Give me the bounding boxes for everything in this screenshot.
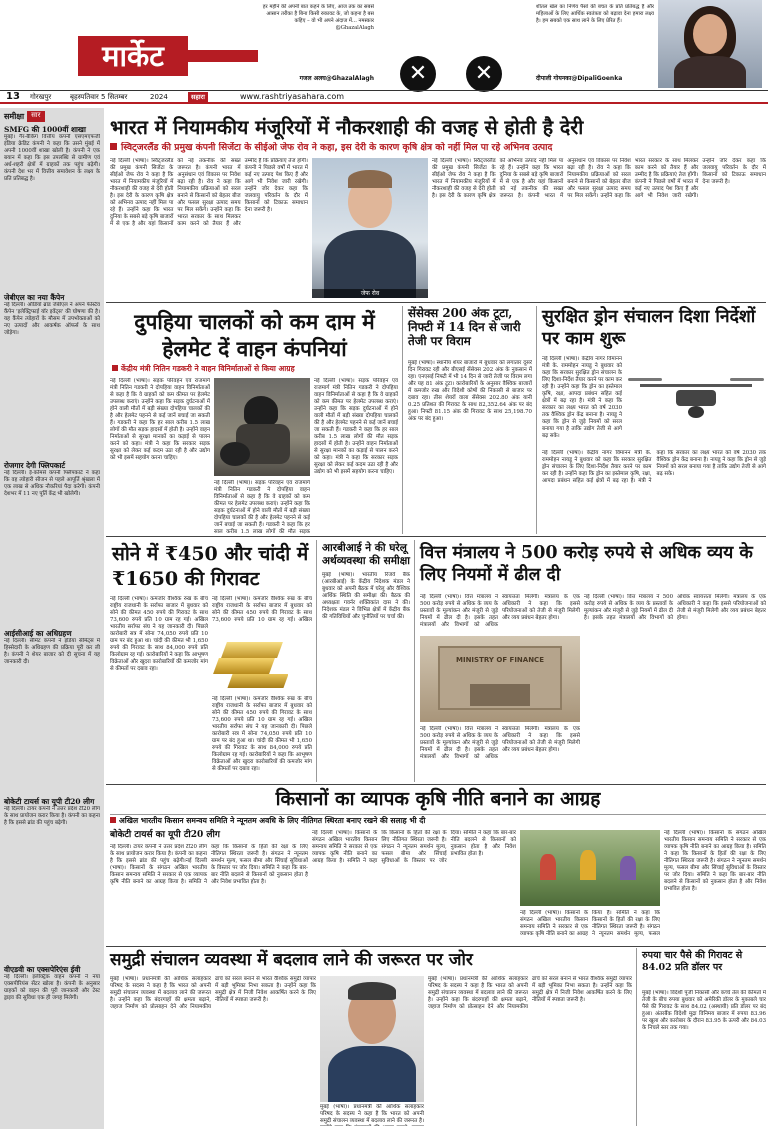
helmet-body-1: नई दिल्ली (भाषा)। सड़क परिवहन एवं राजमार्ग मंत्री नितिन गडकरी ने दोपहिया वाहन विनिर्माताओं से कहा है कि वे ग्राहकों को कम कीमत पर हेलमेट उपलब्ध कराएं। उन्होंने कहा कि सड़क दुर्घटनाओं में होने वाली मौतों में बड़ी संख्या दोपहिया चालकों की है और हेलमेट पहनने से कई जानें बचाई जा सकती हैं। गडकरी ने कहा कि हर साल करीब 1.5 लाख लोगों की मौत सड़क हादसों में होती है। उन्होंने वाहन निर्माताओं से सुरक्षा मानकों का कड़ाई से पालन करने को कहा। मंत्री ने कहा कि सरकार सड़क सुरक्षा को लेकर कई कदम उठा रही है और उद्योग को भी इसमें सहयोग करना चाहिए। — [110, 378, 210, 461]
sidebar-item-body: नई दिल्ली। टायर कंपनी ने उत्तर प्रदेश टी20 लीग के साथ प्रायोजन करार किया है। कंपनी का कहना है कि इससे ब्रांड की पहुंच बढ़ेगी। — [4, 806, 100, 826]
sidebar-item-body: मुंबई। गैर-बैंकिंग वित्तीय कंपनी एसएमएफजी इंडिया क्रेडिट कंपनी ने कहा कि उसने मुंबई में अपनी 1000वीं शाखा खोली है। कंपनी ने एक बयान में कहा कि इस उपलब्धि से ग्रामीण एवं अर्ध-शहरी क्षेत्रों में ग्राहकों तक पहुंच बढ़ेगी। कंपनी देश भर में वित्तीय समावेशन के लक्ष्य के प्रति प्रतिबद्ध है। — [4, 134, 100, 182]
sidebar-item-head: जेबीएल का नया कैंपेन — [4, 293, 65, 302]
gold-body-1: नई दिल्ली (भाषा)। कमजोर वैश्विक रुख के बीच राष्ट्रीय राजधानी के सर्राफा बाजार में बुधवार को सोने की कीमत 450 रुपये की गिरावट के साथ 73,600 रुपये प्रति 10 ग्राम रह गई। अखिल भारतीय सर्राफा संघ ने यह जानकारी दी। पिछले कारोबारी सत्र में सोना 74,050 रुपये प्रति 10 ग्राम पर बंद हुआ था। चांदी की कीमत भी 1,650 रुपये की गिरावट के साथ 84,000 रुपये प्रति किलोग्राम रह गई। कारोबारियों ने कहा कि आभूषण विक्रेताओं और खुदरा कारोबारियों की कमजोर मांग से कीमतों पर दबाव रहा। — [110, 596, 208, 672]
bkt-body: नई दिल्ली। टायर कंपनी ने उत्तर प्रदेश टी20 लीग के साथ प्रायोजन करार किया है। कंपनी का कहना है कि इससे ब्रांड की पहुंच बढ़ेगी।नई दिल्ली (भाषा)। किसानों के संगठन अखिल भारतीय किसान समन्वय समिति ने सरकार से एक व्यापक कृषि नीति बनाने का आग्रह किया है। समिति ने कहा कि किसानों के हितों की रक्षा के लिए नीतिगत स्थिरता जरूरी है। संगठन ने न्यूनतम समर्थन मूल्य, फसल बीमा और सिंचाई सुविधाओं के विस्तार पर जोर दिया। समिति ने कहा कि बार-बार नीति बदलने से किसानों को नुकसान होता है और निवेश प्रभावित होता है। — [110, 844, 308, 885]
sidebar-item — [4, 461, 100, 625]
sidebar-item — [4, 797, 100, 961]
sidebar-item-body: नई दिल्ली। ऑडियो ब्रांड जेबीएल ने अपने फेस्टिव कैंपेन 'इलेक्ट्रिफाई यॉर इवेंट्स' की घोषणा की है। यह कैंपेन त्योहारों के मौसम में उपभोक्ताओं को नए उत्पादों और आकर्षक ऑफर्स के साथ जोड़ेगा। — [4, 302, 100, 336]
sidebar-item — [4, 125, 100, 289]
website-url[interactable]: www.rashtriyasahara.com — [240, 92, 345, 101]
masthead — [0, 0, 768, 88]
tweet-box-1 — [262, 4, 374, 82]
helmet-body-2: नई दिल्ली (भाषा)। सड़क परिवहन एवं राजमार्ग मंत्री नितिन गडकरी ने दोपहिया वाहन विनिर्माताओं से कहा है कि वे ग्राहकों को कम कीमत पर हेलमेट उपलब्ध कराएं। उन्होंने कहा कि सड़क दुर्घटनाओं में होने वाली मौतों में बड़ी संख्या दोपहिया चालकों की है और हेलमेट पहनने से कई जानें बचाई जा सकती हैं। गडकरी ने कहा कि हर साल करीब 1.5 लाख लोगों की मौत सड़क — [214, 480, 310, 534]
tweet-text-1: हर महीने की अपनी बात कहने के लिए, आज तक का सबसे आसान तरीका है बिना किसी रुकावट के, जो कहना है बस कहिए – वो भी अपने अंदाज में... नमस्कार @GhazalAlagh — [262, 4, 374, 31]
rupee-headline: रुपया चार पैसे की गिरावट से 84.02 प्रति डॉलर पर — [642, 950, 743, 973]
sidebar-item-body: नई दिल्ली। इलेक्ट्रिक वाहन कंपनी ने नया एक्सपीरियंस सेंटर खोला है। कंपनी के अनुसार ग्राहकों को वाहन की पूरी जानकारी और टेस्ट ड्राइव की सुविधा एक ही जगह मिलेगी। — [4, 974, 100, 1001]
drone-photo — [626, 360, 766, 436]
gold-photo — [212, 622, 288, 692]
city: गोरखपुर — [30, 93, 52, 101]
sidebar-item — [4, 629, 100, 793]
finmin-body-1: नई दिल्ली (भाषा)। वित्त मंत्रालय ने 500 करोड़ रुपये से अधिक के व्यय के प्रस्तावों के मूल्यांकन और मंजूरी से जुड़े नियमों में ढील दी है। इसके तहत मंत्रालयों और विभागों को अधिक स्वायत्तता मिलेगी। मंत्रालय के एक अधिकारी ने कहा कि इससे परियोजनाओं को तेजी से मंजूरी मिलेगी और व्यय प्रबंधन बेहतर होगा। — [420, 594, 580, 628]
tweet-handle-1: गजल अलघ@GhazalAlagh — [299, 75, 374, 82]
shipping-headline: समुद्री संचालन व्यवस्था में बदलाव लाने की जरूरत पर जोर — [110, 950, 473, 970]
gold-headline: सोने में ₹450 और चांदी में ₹1650 की गिरावट — [112, 543, 309, 590]
farm-body-2: नई दिल्ली (भाषा)। किसानों के संगठन अखिल भारतीय किसान समन्वय समिति ने सरकार से एक व्यापक कृषि नीति बनाने का आग्रह किया है। समिति ने कहा कि किसानों के हितों की रक्षा के लिए नीतिगत स्थिरता जरूरी है। संगठन ने न्यूनतम समर्थन मूल्य, फसल — [520, 910, 660, 937]
tab-summary[interactable]: सार — [27, 111, 44, 122]
farm-body-3: नई दिल्ली (भाषा)। किसानों के संगठन अखिल भारतीय किसान समन्वय समिति ने सरकार से एक व्यापक कृषि नीति बनाने का आग्रह किया है। समिति ने कहा कि किसानों के हितों की रक्षा के लिए नीतिगत स्थिरता जरूरी है। संगठन ने न्यूनतम समर्थन मूल्य, फसल बीमा और सिंचाई सुविधाओं के विस्तार पर जोर दिया। समिति ने कहा कि बार-बार नीति बदलने से किसानों को नुकसान होता है और निवेश प्रभावित होता है। — [664, 830, 766, 892]
finmin-photo-caption: MINISTRY OF FINANCE — [456, 656, 544, 664]
date-bar — [0, 90, 768, 104]
photo-caption: जेफ रोव — [312, 289, 428, 298]
gold-body-3: नई दिल्ली (भाषा)। कमजोर वैश्विक रुख के बीच राष्ट्रीय राजधानी के सर्राफा बाजार में बुधवार को सोने की कीमत 450 रुपये की गिरावट के साथ 73,600 रुपये प्रति 10 ग्राम रह गई। अखिल भारतीय सर्राफा संघ ने यह जानकारी दी। पिछले कारोबारी सत्र में सोना 74,050 रुपये प्रति 10 ग्राम पर बंद हुआ था। चांदी की कीमत भी 1,650 रुपये की गिरावट के साथ 84,000 रुपये प्रति किलोग्राम रह गई। कारोबारियों ने कहा कि आभूषण विक्रेताओं और खुदरा कारोबारियों की कमजोर मांग से कीमतों पर दबाव रहा। — [212, 696, 312, 772]
x-logo-icon: ✕ — [466, 56, 502, 92]
x-logo-icon: ✕ — [400, 56, 436, 92]
helmet-subheadline: केंद्रीय मंत्री नितिन गडकरी ने वाहन विनिर्माताओं से किया आग्रह — [112, 364, 397, 374]
sidebar-item-head: बोकेटी टायर्स का यूपी टी20 लीग — [4, 797, 95, 806]
bkt-headline: बोकेटी टायर्स का यूपी टी20 लीग — [110, 830, 220, 840]
finmin-headline: वित्त मंत्रालय ने 500 करोड़ रुपये से अधिक व्यय के लिए नियमों में ढील दी — [420, 543, 753, 585]
sensex-body: मुंबई (भाषा)। स्थानीय शेयर बाजारों में बुधवार को लगातार दूसरे दिन गिरावट रही और बीएसई सेंसेक्स 202 अंक के नुकसान में रहा। एनएसई निफ्टी में भी 14 दिन से जारी तेजी पर विराम लगा और यह 81 अंक टूटा। कारोबारियों के अनुसार वैश्विक बाजारों में कमजोर रुख और विदेशी कोषों की निकासी से बाजार पर दबाव रहा। तीस शेयरों वाला सेंसेक्स 202.80 अंक यानी 0.25 प्रतिशत की गिरावट के साथ 82,352.64 अंक पर बंद हुआ। निफ्टी 81.15 अंक की गिरावट के साथ 25,198.70 अंक पर बंद हुआ। — [408, 360, 532, 422]
lead-body-right: नई दिल्ली (भाषा)। स्विट्जरलैंड की प्रमुख कंपनी सिजेंटा के सीईओ जेफ रोव ने कहा है कि भारत में नियामकीय मंजूरियों में नौकरशाही की वजह से देरी होती है। इस देरी के कारण कृषि क्षेत्र को अभिनव उत्पाद नहीं मिल पा रहे हैं। उन्होंने कहा कि भारत दुनिया के सबसे बड़े कृषि बाजारों में से एक है और यहां किसानों को नई तकनीक की सख्त जरूरत है। कंपनी भारत में अनुसंधान एवं विकास पर निवेश बढ़ा रही है। रोव ने कहा कि नियामकीय प्रक्रियाओं को सरल बनाने से किसानों को बेहतर बीज और फसल सुरक्षा उत्पाद समय पर मिल सकेंगे। उन्होंने कहा कि भारत सरकार के साथ मिलकर काम करने को तैयार हैं और उम्मीद है कि प्रक्रियाएं तेज होंगी। कंपनी ने पिछले वर्षों में भारत में कई नए उत्पाद पेश किए हैं और आगे भी निवेश जारी रखेगी। उन्होंने जोर देकर कहा कि जलवायु परिवर्तन के दौर में किसानों को टिकाऊ समाधान देना जरूरी है। — [432, 158, 766, 199]
date: बृहस्पतिवार 5 सितम्बर — [70, 93, 128, 101]
finmin-photo — [420, 636, 580, 722]
finmin-body-3: नई दिल्ली (भाषा)। वित्त मंत्रालय ने 500 करोड़ रुपये से अधिक के व्यय के प्रस्तावों के मूल्यांकन और मंजूरी से जुड़े नियमों में ढील दी है। इसके तहत मंत्रालयों और विभागों को अधिक स्वायत्तता मिलेगी। मंत्रालय के एक अधिकारी ने कहा कि इससे परियोजनाओं को तेजी से मंजूरी मिलेगी और व्यय प्रबंधन बेहतर होगा। — [584, 594, 766, 621]
farm-body-1: नई दिल्ली (भाषा)। किसानों के संगठन अखिल भारतीय किसान समन्वय समिति ने सरकार से एक व्यापक कृषि नीति बनाने का आग्रह किया है। समिति ने कहा कि किसानों के हितों की रक्षा के लिए नीतिगत स्थिरता जरूरी है। संगठन ने न्यूनतम समर्थन मूल्य, फसल बीमा और सिंचाई सुविधाओं के विस्तार पर जोर दिया। समिति ने कहा कि बार-बार नीति बदलने से किसानों को नुकसान होता है और निवेश प्रभावित होता है। — [312, 830, 516, 864]
sidebar-item-head: रोजगार देगी फ्लिपकार्ट — [4, 461, 66, 470]
sidebar-item-head: आईसीआई का अधिग्रहण — [4, 629, 72, 638]
sidebar-item — [4, 965, 100, 1129]
farm-subheadline: अखिल भारतीय किसान समन्वय समिति ने न्यूनतम अवधि के लिए नीतिगत स्थिरता बनाए रखने की सलाह भी दी — [110, 814, 766, 826]
sidebar — [0, 108, 104, 1129]
tweet-text-2: शीतल खेल का निर्णय पैसों की बचत के प्रति प्रतिबद्ध है और महिलाओं के लिए आर्थिक स्वतंत्रता को बढ़ावा देना हमारा लक्ष्य है। हम सबको एक साथ लाने के लिए प्रेरित हैं। — [536, 4, 654, 24]
sidebar-item-head: वीएडवी का एक्सपेरिएंस ईवी — [4, 965, 81, 974]
tab-review[interactable]: समीक्षा — [4, 112, 25, 121]
sidebar-item-body: नई दिल्ली। सीमेंट कंपनी ने इंडिया सीमेंट्स में हिस्सेदारी के अधिग्रहण की प्रक्रिया पूरी कर ली है। कंपनी ने शेयर बाजार को दी सूचना में यह जानकारी दी। — [4, 638, 100, 665]
finmin-body-2: नई दिल्ली (भाषा)। वित्त मंत्रालय ने 500 करोड़ रुपये से अधिक के व्यय के प्रस्तावों के मूल्यांकन और मंजूरी से जुड़े नियमों में ढील दी है। इसके तहत मंत्रालयों और विभागों को अधिक स्वायत्तता मिलेगी। मंत्रालय के एक अधिकारी ने कहा कि इससे परियोजनाओं को तेजी से मंजूरी मिलेगी और व्यय प्रबंधन बेहतर होगा। — [420, 726, 580, 760]
lead-headline: भारत में नियामकीय मंजूरियों में नौकरशाही की वजह से होती है देरी — [110, 116, 584, 139]
shipping-body-2: मुंबई (भाषा)। प्रधानमंत्री की आर्थिक सलाहकार परिषद के सदस्य ने कहा है कि भारत को अपनी समुद्री संचालन व्यवस्था में बदलाव लाने की जरूरत है। — [320, 1104, 424, 1124]
helmet-headline: दुपहिया चालकों को कम दाम में हेलमेट दें वाहन कंपनियां — [134, 309, 375, 361]
helmet-body-3: नई दिल्ली (भाषा)। सड़क परिवहन एवं राजमार्ग मंत्री नितिन गडकरी ने दोपहिया वाहन विनिर्माताओं से कहा है कि वे ग्राहकों को कम कीमत पर हेलमेट उपलब्ध कराएं। उन्होंने कहा कि सड़क दुर्घटनाओं में होने वाली मौतों में बड़ी संख्या दोपहिया चालकों की है और हेलमेट पहनने से कई जानें बचाई जा सकती हैं। गडकरी ने कहा कि हर साल करीब 1.5 लाख लोगों की मौत सड़क हादसों में होती है। उन्होंने वाहन निर्माताओं से सुरक्षा मानकों का कड़ाई से पालन करने को कहा। मंत्री ने कहा कि सरकार सड़क सुरक्षा को लेकर कई कदम उठा रही है और उद्योग को भी इसमें सहयोग करना चाहिए। — [314, 378, 398, 475]
farm-photo — [520, 830, 660, 906]
gold-body-2: नई दिल्ली (भाषा)। कमजोर वैश्विक रुख के बीच राष्ट्रीय राजधानी के सर्राफा बाजार में बुधवार को सोने की कीमत 450 रुपये की गिरावट के साथ 73,600 रुपये प्रति 10 ग्राम रह गई। अखिल — [212, 596, 312, 622]
shipping-body-1: मुंबई (भाषा)। प्रधानमंत्री की आर्थिक सलाहकार परिषद के सदस्य ने कहा है कि भारत को अपनी समुद्री संचालन व्यवस्था में बदलाव लाने की जरूरत है। उन्होंने कहा कि बंदरगाहों की क्षमता बढ़ाने, जहाज निर्माण को प्रोत्साहन देने और नियामकीय ढांचे को सरल बनाने से भारत वैश्विक समुद्री व्यापार में बड़ी भूमिका निभा सकता है। उन्होंने कहा कि समुद्री क्षेत्र में निजी निवेश आकर्षित करने के लिए नीतियों में स्पष्टता जरूरी है। — [110, 976, 316, 1010]
sidebar-tabs — [4, 111, 100, 122]
lead-photo — [312, 158, 428, 298]
sidebar-item-body: नई दिल्ली। ई-कॉमर्स कंपनी फ्लिपकार्ट ने कहा कि वह त्योहारी सीजन से पहले आपूर्ति श्रृंखला में एक लाख से अधिक नौकरियां पैदा करेगी। कंपनी देशभर में 11 नए पूर्ति केंद्र भी खोलेगी। — [4, 470, 100, 497]
drone-headline: सुरक्षित ड्रोन संचालन दिशा निर्देशों पर काम शुरू — [542, 307, 756, 349]
page-number: 13 — [6, 91, 20, 102]
sensex-headline: सेंसेक्स 200 अंक टूटा, निफ्टी में 14 दिन से जारी तेजी पर विराम — [408, 306, 521, 348]
avatar — [658, 0, 762, 88]
sidebar-list — [4, 125, 100, 1129]
rupee-body: मुंबई (भाषा)। विदेशी पूंजी निकासी और कच्चे तेल की कीमतों में तेजी के बीच रुपया बुधवार को अमेरिकी डॉलर के मुकाबले चार पैसे की गिरावट के साथ 84.02 (अस्थायी) प्रति डॉलर पर बंद हुआ। अंतरबैंक विदेशी मुद्रा विनिमय बाजार में रुपया 83.96 पर खुला और कारोबार के दौरान 83.95 के ऊपरी और 84.03 के निचले स्तर तक गया। — [642, 990, 766, 1031]
tweet-handle-2: दीपाली गोयनका@DipaliGoenka — [536, 75, 623, 82]
drone-body-left: नई दिल्ली (भाषा)। केंद्रीय नागर विमानन मंत्री के. राममोहन नायडू ने बुधवार को कहा कि सरकार सुरक्षित ड्रोन संचालन के लिए दिशा-निर्देश तैयार करने पर काम कर रही है। उन्होंने कहा कि ड्रोन का इस्तेमाल कृषि, रक्षा, आपदा प्रबंधन सहित कई क्षेत्रों में बढ़ रहा है। मंत्री ने कहा कि सरकार का लक्ष्य भारत को वर्ष 2030 तक वैश्विक ड्रोन केंद्र बनाना है। नायडू ने कहा कि ड्रोन से जुड़े नियमों को सरल बनाया गया है ताकि उद्योग तेजी से आगे बढ़ सके। — [542, 356, 622, 439]
tweet-box-2 — [536, 4, 654, 82]
helmet-photo — [214, 378, 310, 476]
sidebar-item — [4, 293, 100, 457]
lead-body-left: नई दिल्ली (भाषा)। स्विट्जरलैंड की प्रमुख कंपनी सिजेंटा के सीईओ जेफ रोव ने कहा है कि भारत में नियामकीय मंजूरियों में नौकरशाही की वजह से देरी होती है। इस देरी के कारण कृषि क्षेत्र को अभिनव उत्पाद नहीं मिल पा रहे हैं। उन्होंने कहा कि भारत दुनिया के सबसे बड़े कृषि बाजारों में से एक है और यहां किसानों को नई तकनीक की सख्त जरूरत है। कंपनी भारत में अनुसंधान एवं विकास पर निवेश बढ़ा रही है। रोव ने कहा कि नियामकीय प्रक्रियाओं को सरल बनाने से किसानों को बेहतर बीज और फसल सुरक्षा उत्पाद समय पर मिल सकेंगे। उन्होंने कहा कि भारत सरकार के साथ मिलकर काम करने को तैयार हैं और उम्मीद है कि प्रक्रियाएं तेज होंगी। कंपनी ने पिछले वर्षों में भारत में कई नए उत्पाद पेश किए हैं और आगे भी निवेश जारी रखेगी। उन्होंने जोर देकर कहा कि जलवायु परिवर्तन के दौर में किसानों को टिकाऊ समाधान देना जरूरी है। — [110, 158, 308, 227]
rbi-headline: आरबीआई ने की घरेलू अर्थव्यवस्था की समीक्षा — [322, 542, 410, 567]
sidebar-item-head: SMFG की 1000वीं शाखा — [4, 125, 86, 134]
rbi-body: मुंबई (भाषा)। भारतीय रिजर्व बैंक (आरबीआई) के केंद्रीय निदेशक मंडल ने बुधवार को अपनी बैठक में घरेलू और वैश्विक आर्थिक स्थिति की समीक्षा की। बैठक की अध्यक्षता गवर्नर शक्तिकांत दास ने की। निदेशक मंडल ने विभिन्न क्षेत्रों में केंद्रीय बैंक की गतिविधियों और चुनौतियों पर चर्चा की। — [322, 572, 410, 620]
year: 2024 — [150, 93, 168, 101]
shipping-photo — [320, 976, 424, 1102]
drone-body-bottom: नई दिल्ली (भाषा)। केंद्रीय नागर विमानन मंत्री के. राममोहन नायडू ने बुधवार को कहा कि सरकार सुरक्षित ड्रोन संचालन के लिए दिशा-निर्देश तैयार करने पर काम कर रही है। उन्होंने कहा कि ड्रोन का इस्तेमाल कृषि, रक्षा, आपदा प्रबंधन सहित कई क्षेत्रों में बढ़ रहा है। मंत्री ने कहा कि सरकार का लक्ष्य भारत को वर्ष 2030 तक वैश्विक ड्रोन केंद्र बनाना है। नायडू ने कहा कि ड्रोन से जुड़े नियमों को सरल बनाया गया है ताकि उद्योग तेजी से आगे बढ़ सके। — [542, 450, 766, 484]
paper-logo: सहारा — [188, 92, 208, 102]
shipping-body-3: मुंबई (भाषा)। प्रधानमंत्री की आर्थिक सलाहकार परिषद के सदस्य ने कहा है कि भारत को अपनी समुद्री संचालन व्यवस्था में बदलाव लाने की जरूरत है। उन्होंने कहा कि बंदरगाहों की क्षमता बढ़ाने, जहाज निर्माण को प्रोत्साहन देने और नियामकीय ढांचे को सरल बनाने से भारत वैश्विक समुद्री व्यापार में बड़ी भूमिका निभा सकता है। उन्होंने कहा कि समुद्री क्षेत्र में निजी निवेश आकर्षित करने के लिए नीतियों में स्पष्टता जरूरी है। — [428, 976, 632, 1010]
farm-headline: किसानों का व्यापक कृषि नीति बनाने का आग्रह — [275, 788, 601, 810]
lead-subheadline: स्विट्जरलैंड की प्रमुख कंपनी सिजेंटा के सीईओ जेफ रोव ने कहा, इस देरी के कारण कृषि क्षेत्र को नहीं मिल पा रहे अभिनव उत्पाद — [110, 142, 766, 154]
masthead-title: मार्केट — [78, 36, 188, 76]
